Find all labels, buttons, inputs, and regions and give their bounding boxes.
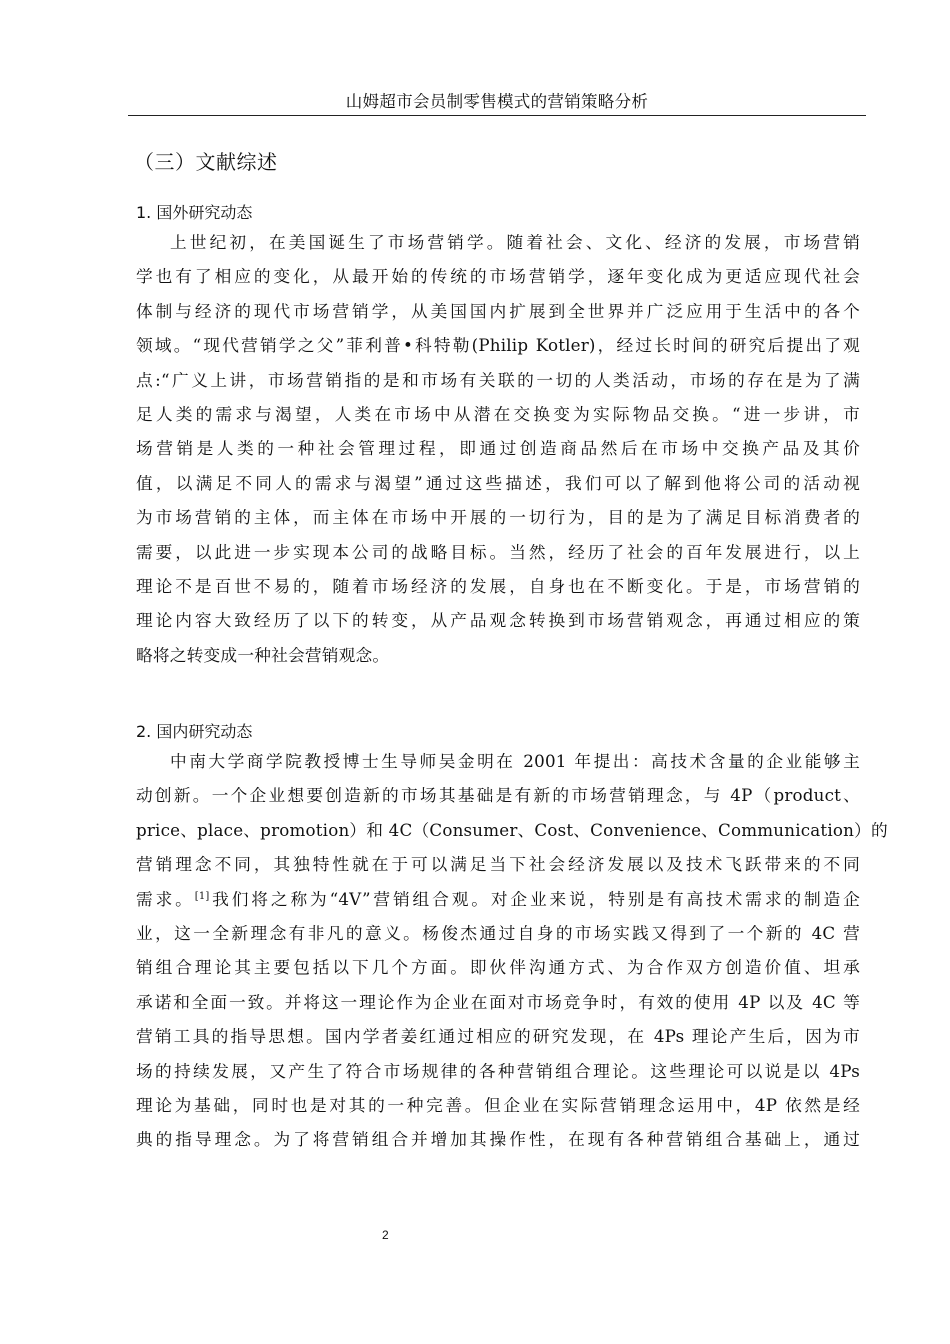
text-segment: 需求。 (136, 888, 195, 909)
text-line: 学也有了相应的变化，从最开始的传统的市场营销学，逐年变化成为更适应现代社会 (136, 266, 860, 287)
paragraph-foreign-research (136, 225, 860, 672)
text-line: 为市场营销的主体，而主体在市场中开展的一切行为，目的是为了满足目标消费者的 (136, 507, 860, 528)
text-line: 值，以满足不同人的需求与渴望”通过这些描述，我们可以了解到他将公司的活动视 (136, 472, 860, 493)
text-line: 略将之转变成一种社会营销观念。 (136, 644, 390, 665)
citation-reference[interactable]: [1] (194, 890, 210, 902)
page-number: 2 (382, 1228, 389, 1242)
subsection-heading-domestic: 2. 国内研究动态 (136, 722, 253, 741)
text-line: price、place、promotion）和 4C（Consumer、Cost、Convenience、Communication）的 (136, 819, 888, 840)
paragraph-domestic-research (136, 744, 888, 1157)
text-line-with-citation (136, 882, 860, 916)
text-line: 营销理念不同，其独特性就在于可以满足当下社会经济发展以及技术飞跃带来的不同 (136, 854, 860, 875)
text-line: 理论为基础，同时也是对其的一种完善。但企业在实际营销理念运用中，4P 依然是经 (136, 1094, 860, 1115)
text-line: 体制与经济的现代市场营销学，从美国国内扩展到全世界并广泛应用于生活中的各个 (136, 300, 860, 321)
text-segment: 我们将之称为“4V”营销组合观。对企业来说，特别是有高技术需求的制造企 (209, 888, 860, 909)
running-header: 山姆超市会员制零售模式的营销策略分析 (345, 92, 649, 111)
header-divider (128, 115, 866, 116)
subsection-heading-foreign: 1. 国外研究动态 (136, 203, 253, 222)
text-line: 理论不是百世不易的，随着市场经济的发展，自身也在不断变化。于是，市场营销的 (136, 575, 860, 596)
text-line: 足人类的需求与渴望，人类在市场中从潜在交换变为实际物品交换。“进一步讲，市 (136, 403, 860, 424)
section-title: （三）文献综述 (134, 150, 278, 174)
text-line: 理论内容大致经历了以下的转变，从产品观念转换到市场营销观念，再通过相应的策 (136, 610, 860, 631)
text-line: 典的指导理念。为了将营销组合并增加其操作性，在现有各种营销组合基础上，通过 (136, 1129, 860, 1150)
text-line: 营销工具的指导思想。国内学者姜红通过相应的研究发现，在 4Ps 理论产生后，因为市 (136, 1026, 860, 1047)
text-line: 中南大学商学院教授博士生导师吴金明在 2001 年提出：高技术含量的企业能够主 (170, 751, 860, 771)
text-line: 点:“广义上讲，市场营销指的是和市场有关联的一切的人类活动，市场的存在是为了满 (136, 369, 860, 390)
text-line: 需要，以此进一步实现本公司的战略目标。当然，经历了社会的百年发展进行，以上 (136, 541, 860, 562)
text-line: 业，这一全新理念有非凡的意义。杨俊杰通过自身的市场实践又得到了一个新的 4C 营 (136, 922, 860, 943)
text-line: 动创新。一个企业想要创造新的市场其基础是有新的市场营销理念，与 4P（product、 (136, 785, 860, 806)
text-line: 承诺和全面一致。并将这一理论作为企业在面对市场竞争时，有效的使用 4P 以及 4C 等 (136, 991, 860, 1012)
text-line: 场的持续发展，又产生了符合市场规律的各种营销组合理论。这些理论可以说是以 4Ps (136, 1060, 860, 1081)
text-line: 场营销是人类的一种社会管理过程，即通过创造商品然后在市场中交换产品及其价 (136, 438, 860, 459)
text-line: 领域。“现代营销学之父”菲利普•科特勒(Philip Kotler)，经过长时间的研究后提出了观 (136, 335, 860, 356)
text-line: 销组合理论其主要包括以下几个方面。即伙伴沟通方式、为合作双方创造价值、坦承 (136, 957, 860, 978)
text-line: 上世纪初，在美国诞生了市场营销学。随着社会、文化、经济的发展，市场营销 (170, 232, 860, 252)
